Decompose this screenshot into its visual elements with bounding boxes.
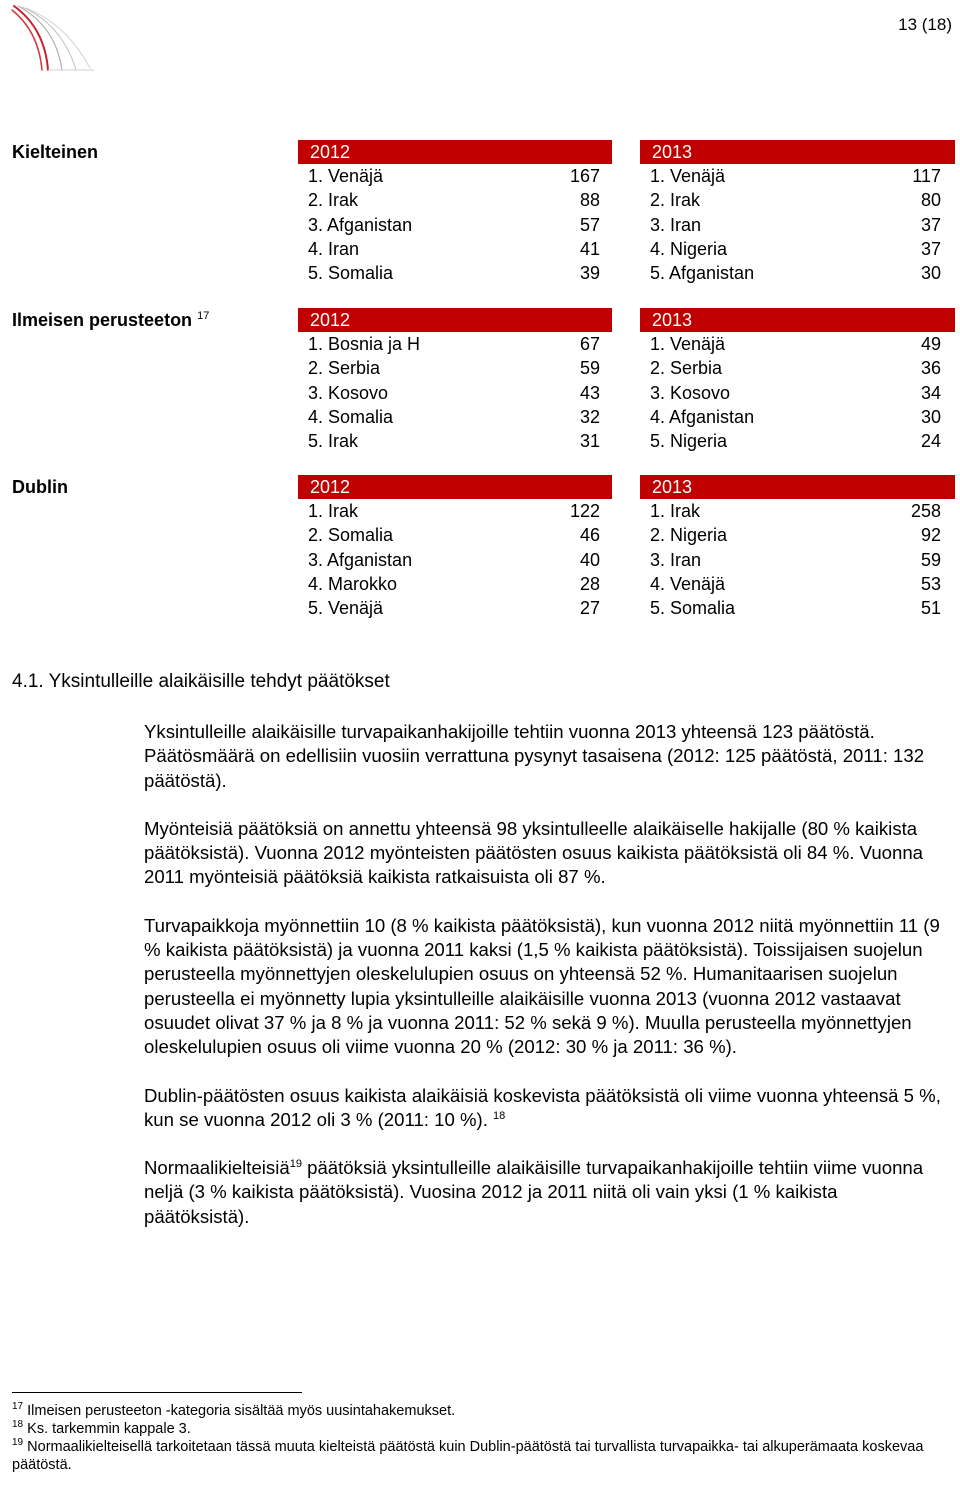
year-header: 2013 <box>640 475 955 499</box>
footnotes <box>12 1402 952 1474</box>
table-row: 2. Serbia 36 <box>650 358 941 379</box>
group-ilmeisen-perusteeton <box>0 308 960 458</box>
table-row: 5. Nigeria 24 <box>650 431 941 452</box>
footnote: $^{17}$ Ilmeisen perusteeton -kategoria sisältää myös uusintahakemukset. <box>12 1401 456 1419</box>
year-header: 2012 <box>298 140 612 164</box>
table-row: 4. Somalia 32 <box>308 406 600 427</box>
page-number: 13 (18) <box>898 15 952 34</box>
table-row: 1. Venäjä 167 <box>308 166 600 186</box>
group-label: Kielteinen <box>12 142 99 162</box>
footnote: $^{19}$ Normaalikielteisellä tarkoitetaan tässä muuta kielteistä päätöstä kuin Dublin-päätöstä tai turvallista turvapaikka- tai alkuperämaata koskevaa päätöstä. <box>12 1437 924 1473</box>
footnote-ref: 17 <box>197 310 210 322</box>
footnote-ref: 18 <box>493 1109 506 1122</box>
table-row: 2. Serbia 59 <box>308 358 600 379</box>
year-column-2012 <box>298 475 612 620</box>
paragraph: Yksintulleille alaikäisille turvapaikanhakijoille tehtiin vuonna 2013 yhteensä 123 päätöstä. Päätösmäärä on edellisiin vuosiin verrattuna pysynyt tasaisena (2012: 125 päätöstä, 2011: 132 päätöstä). <box>144 721 925 791</box>
year-header: 2013 <box>640 140 955 164</box>
organization-logo-icon <box>6 4 96 74</box>
footnote-ref: 19 <box>289 1157 302 1170</box>
year-column-2013 <box>640 140 955 285</box>
table-row: 3. Kosovo 34 <box>650 382 941 403</box>
table-row: 4. Iran 41 <box>308 238 600 259</box>
paragraph: Turvapaikkoja myönnettiin 10 (8 % kaikista päätöksistä), kun vuonna 2012 niitä myönnettiin 11 (9 % kaikista päätöksistä) ja vuonna 2011 kaksi (1,5 % kaikista päätöksistä). Toissijaisen suojelun perusteella myönnettyjen oleskelulupien osuus on yhteensä 52 %. Humanitaarisen suojelun perusteella ei myönnetty lupia yksintulleille alaikäisille vuonna 2013 (vuonna 2012 vastaavat osuudet olivat 37 % ja 8 % ja vuonna 2011: 52 % sekä 9 %). Muulla perusteella myönnettyjen oleskelulupien osuus oli viime vuonna 20 % (2012: 30 % ja 2011: 36 %). <box>144 914 940 1058</box>
table-row: 3. Afganistan 57 <box>308 214 600 235</box>
group-dublin <box>0 475 960 625</box>
body-text <box>144 720 944 1253</box>
table-row: 1. Irak 258 <box>650 501 941 521</box>
table-row: 5. Irak 31 <box>308 431 600 452</box>
year-column-2012 <box>298 308 612 453</box>
group-label: Ilmeisen perusteeton $^{17}$ <box>12 310 210 330</box>
year-header: 2013 <box>640 308 955 332</box>
year-column-2013 <box>640 475 955 620</box>
table-row: 5. Somalia 51 <box>650 598 941 619</box>
table-row: 5. Somalia 39 <box>308 263 600 284</box>
table-row: 3. Afganistan 40 <box>308 549 600 570</box>
table-row: 2. Irak 80 <box>650 190 941 211</box>
table-row: 1. Irak 122 <box>308 501 600 521</box>
year-column-2012 <box>298 140 612 285</box>
table-row: 2. Irak 88 <box>308 190 600 211</box>
footnote: $^{18}$ Ks. tarkemmin kappale 3. <box>12 1419 191 1437</box>
table-row: 1. Venäjä 49 <box>650 334 941 354</box>
table-row: 4. Afganistan 30 <box>650 406 941 427</box>
table-row: 4. Marokko 28 <box>308 573 600 594</box>
table-row: 4. Nigeria 37 <box>650 238 941 259</box>
paragraph: Normaalikielteisiä$^{19}$ päätöksiä yksintulleille alaikäisille turvapaikanhakijoille tehtiin viime vuonna neljä (3 % kaikista päätöksistä). Vuosina 2012 ja 2011 niitä oli vain yksi (1 % kaikista päätöksistä). <box>144 1157 924 1227</box>
table-row: 4. Venäjä 53 <box>650 573 941 594</box>
table-row: 2. Nigeria 92 <box>650 525 941 546</box>
group-kielteinen <box>0 140 960 290</box>
paragraph: Dublin-päätösten osuus kaikista alaikäisiä koskevista päätöksistä oli viime vuonna yhteensä 5 %, kun se vuonna 2012 oli 3 % (2011: 10 %). $^{18}$ <box>144 1084 941 1130</box>
year-column-2013 <box>640 308 955 453</box>
group-label: Dublin <box>12 477 68 497</box>
table-row: 3. Kosovo 43 <box>308 382 600 403</box>
paragraph: Myönteisiä päätöksiä on annettu yhteensä 98 yksintulleelle alaikäiselle hakijalle (80 % kaikista päätöksistä). Vuonna 2012 myönteisten päätösten osuus kaikista päätöksistä oli 84 %. Vuonna 2011 myönteisiä päätöksiä kaikista ratkaisuista oli 87 %. <box>144 817 924 888</box>
table-row: 1. Bosnia ja H 67 <box>308 334 600 354</box>
table-row: 3. Iran 37 <box>650 214 941 235</box>
table-row: 5. Afganistan 30 <box>650 263 941 284</box>
table-row: 3. Iran 59 <box>650 549 941 570</box>
footnote-divider <box>12 1392 302 1393</box>
section-title: 4.1. Yksintulleille alaikäisille tehdyt päätökset <box>12 671 390 692</box>
year-header: 2012 <box>298 308 612 332</box>
table-row: 2. Somalia 46 <box>308 525 600 546</box>
year-header: 2012 <box>298 475 612 499</box>
table-row: 5. Venäjä 27 <box>308 598 600 619</box>
table-row: 1. Venäjä 117 <box>650 166 941 186</box>
